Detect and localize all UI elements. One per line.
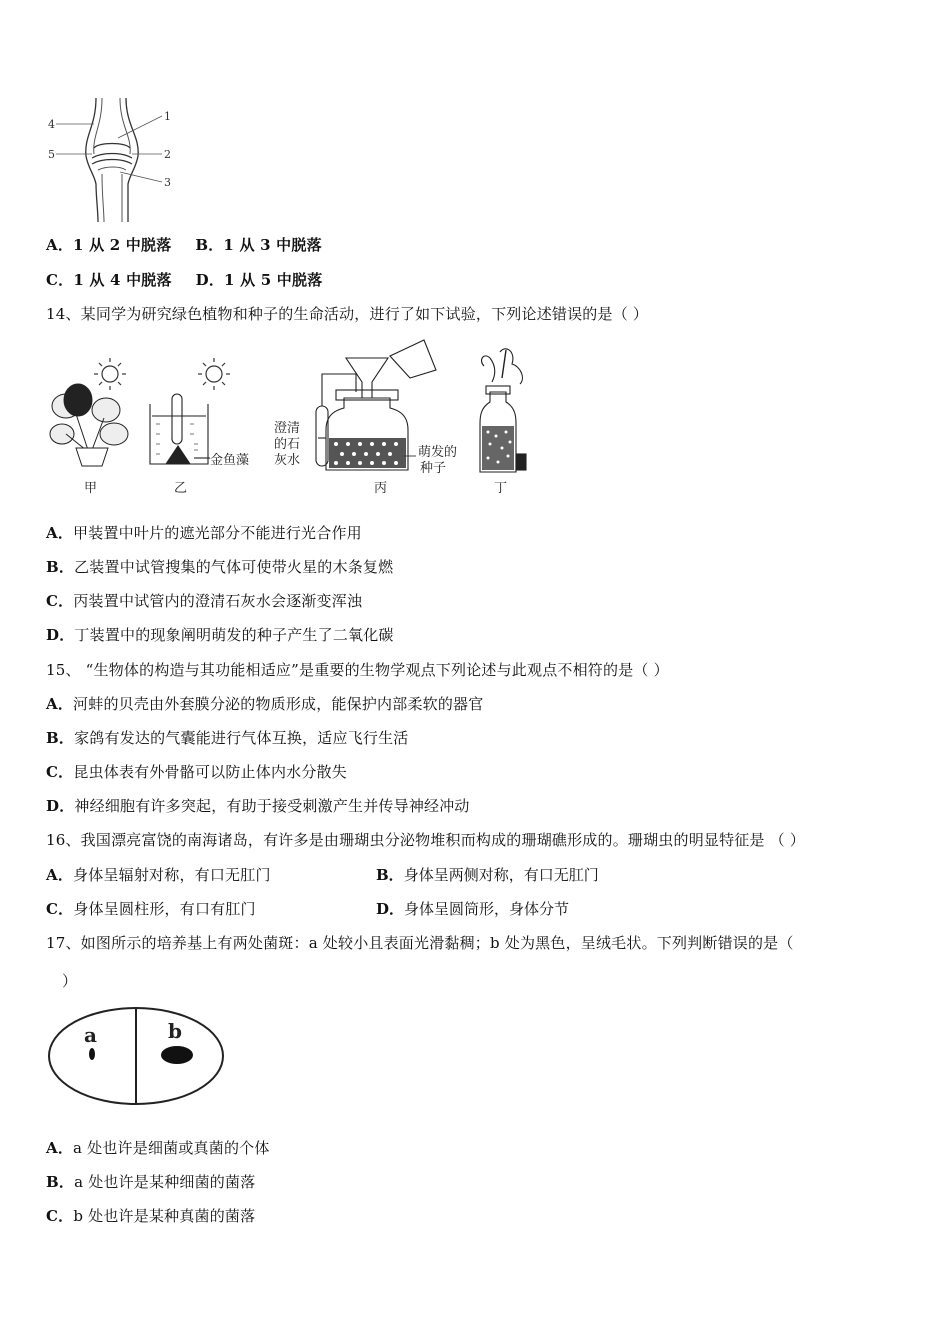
q17-option-c: C．b 处也许是某种真菌的菌落 (46, 1207, 256, 1225)
label-1: 1 (164, 110, 171, 123)
label-4: 4 (48, 118, 55, 131)
q14-option-a: A．甲装置中叶片的遮光部分不能进行光合作用 (46, 524, 362, 542)
sun-icon (94, 358, 126, 390)
label-2: 2 (164, 148, 171, 161)
label-3: 3 (164, 176, 171, 189)
jinyuzao-label: 金鱼藻 (210, 453, 250, 468)
experiment-figure (44, 338, 534, 500)
q14-option-c: C．丙装置中试管内的澄清石灰水会逐渐变浑浊 (46, 592, 363, 610)
chengqing-label-2: 的石 (274, 437, 301, 452)
beaker (150, 394, 210, 464)
option-letter: A． (46, 236, 74, 254)
q17-option-a: A．a 处也许是细菌或真菌的个体 (46, 1139, 270, 1157)
q15-option-a: A．河蚌的贝壳由外套膜分泌的物质形成，能保护内部柔软的器官 (46, 695, 484, 713)
potted-plant (50, 384, 128, 466)
mengfa-label-1: 萌发的 (418, 445, 458, 460)
label-jia: 甲 (84, 481, 98, 496)
option-letter: D． (195, 271, 225, 289)
q13-options-row-2 (46, 269, 322, 290)
option-text: 1 从 3 中脱落 (223, 236, 322, 254)
chengqing-label-3: 灰水 (274, 453, 301, 468)
q14-stem: 14、某同学为研究绿色植物和种子的生命活动，进行了如下试验，下列论述错误的是（ ） (46, 305, 649, 323)
label-5: 5 (48, 148, 55, 161)
petri-dish-figure (46, 1004, 228, 1108)
label-yi: 乙 (174, 481, 188, 496)
q14-option-d: D．丁装置中的现象阐明萌发的种子产生了二氧化碳 (46, 626, 394, 644)
q13-options-row-1 (46, 234, 322, 255)
q17-stem: 17、如图所示的培养基上有两处菌斑：a 处较小且表面光滑黏稠；b 处为黑色，呈绒毛状。下列判断错误的是（ (46, 934, 794, 952)
q15-option-b: B．家鸽有发达的气囊能进行气体互换，适应飞行生活 (46, 729, 409, 747)
option-text: 1 从 2 中脱落 (73, 236, 172, 254)
q16-stem: 16、我国漂亮富饶的南海诸岛，有许多是由珊瑚虫分泌物堆积而构成的珊瑚礁形成的。珊瑚虫的明显特征是 （ ） (46, 831, 806, 849)
colony-a-label: a (84, 1023, 97, 1047)
option-text: 1 从 4 中脱落 (73, 271, 172, 289)
colony-b (161, 1046, 193, 1064)
colony-b-label: b (168, 1019, 182, 1043)
option-letter: C． (46, 271, 74, 289)
label-bing: 丙 (374, 481, 388, 496)
label-ding: 丁 (494, 481, 508, 496)
chengqing-label-1: 澄清 (274, 421, 301, 436)
mengfa-label-2: 种子 (420, 461, 447, 476)
sun-icon (198, 358, 230, 390)
q16-option-b: B．身体呈两侧对称，有口无肛门 (376, 866, 599, 884)
q14-option-b: B．乙装置中试管搜集的气体可使带火星的木条复燃 (46, 558, 394, 576)
q15-stem: 15、 “生物体的构造与其功能相适应”是重要的生物学观点下列论述与此观点不相符的是（ ） (46, 661, 669, 679)
knee-joint-figure (46, 96, 186, 226)
option-text: 1 从 5 中脱落 (224, 271, 323, 289)
q17-option-b: B．a 处也许是某种细菌的菌落 (46, 1173, 256, 1191)
q16-option-c: C．身体呈圆柱形，有口有肛门 (46, 900, 256, 918)
q16-option-d: D．身体呈圆筒形，身体分节 (376, 900, 570, 918)
q17-stem-cont: ） (62, 972, 78, 990)
colony-a (89, 1048, 95, 1060)
q15-option-d: D．神经细胞有许多突起，有助于接受刺激产生并传导神经冲动 (46, 797, 470, 815)
q15-option-c: C．昆虫体表有外骨骼可以防止体内水分散失 (46, 763, 347, 781)
option-letter: B． (195, 236, 224, 254)
q16-option-a: A．身体呈辐射对称，有口无肛门 (46, 866, 271, 884)
